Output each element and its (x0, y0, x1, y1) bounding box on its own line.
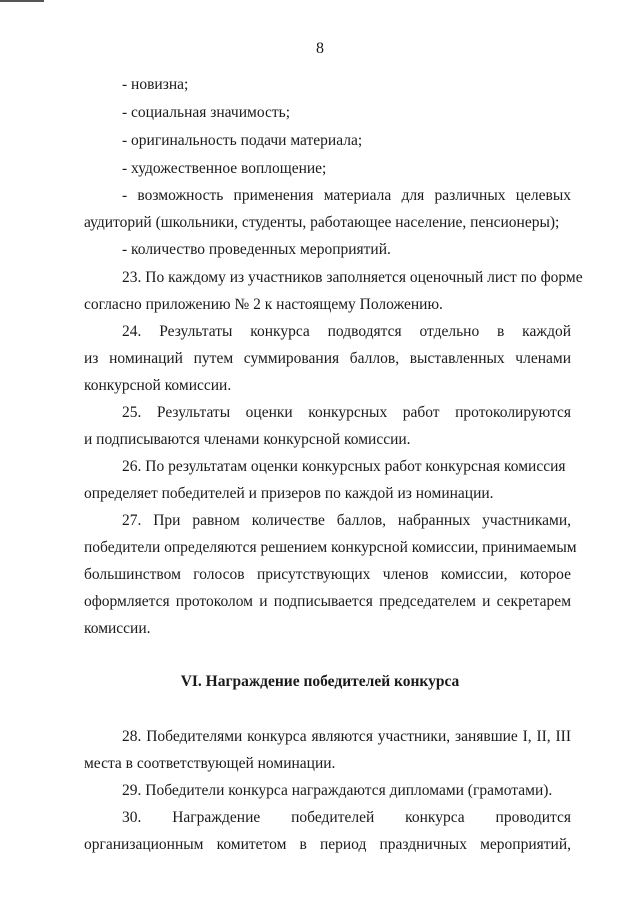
clause-27-line-2: победители определяются решением конкурсной комиссии, принимаемым (84, 539, 577, 556)
clause-24-cont: из номинаций путем суммирования баллов, выставленных членами (84, 350, 571, 367)
clause-25: 25. Результаты оценки конкурсных работ протоколируются (122, 404, 571, 421)
criterion-novelty: - новизна; (122, 76, 189, 93)
clause-29: 29. Победители конкурса награждаются дипломами (грамотами). (122, 782, 553, 799)
clause-23: 23. По каждому из участников заполняется оценочный лист по форме (122, 269, 583, 286)
clause-25-cont: и подписываются членами конкурсной комиссии. (84, 431, 411, 448)
criterion-events-count: - количество проведенных мероприятий. (122, 241, 391, 258)
clause-26-cont: определяет победителей и призеров по каждой из номинации. (84, 485, 494, 502)
clause-27-line-4: оформляется протоколом и подписывается председателем и секретарем (84, 593, 571, 610)
criterion-applicability-cont: аудиторий (школьники, студенты, работающее население, пенсионеры); (84, 214, 560, 231)
clause-27-line-3: большинством голосов присутствующих членов комиссии, которое (84, 566, 571, 583)
clause-26: 26. По результатам оценки конкурсных работ конкурсная комиссия (122, 458, 566, 475)
clause-30-cont: организационным комитетом в период праздничных мероприятий, (84, 836, 571, 853)
clause-28-cont: места в соответствующей номинации. (84, 755, 336, 772)
clause-24: 24. Результаты конкурса подводятся отдельно в каждой (122, 323, 571, 340)
criterion-applicability: - возможность применения материала для различных целевых (122, 187, 571, 204)
page-number: 8 (316, 40, 324, 57)
clause-24-end: конкурсной комиссии. (84, 377, 232, 394)
clause-27-end: комиссии. (84, 620, 151, 637)
clause-23-cont: согласно приложению № 2 к настоящему Положению. (84, 296, 443, 313)
scan-edge-mark (0, 0, 44, 2)
criterion-originality: - оригинальность подачи материала; (122, 132, 363, 149)
criterion-artistic: - художественное воплощение; (122, 160, 327, 177)
clause-28: 28. Победителями конкурса являются участники, занявшие I, II, III (122, 728, 571, 745)
section-heading: VI. Награждение победителей конкурса (180, 673, 460, 690)
clause-30: 30. Награждение победителей конкурса проводится (122, 809, 571, 826)
criterion-social-significance: - социальная значимость; (122, 104, 290, 121)
clause-27: 27. При равном количестве баллов, набранных участниками, (122, 512, 571, 529)
